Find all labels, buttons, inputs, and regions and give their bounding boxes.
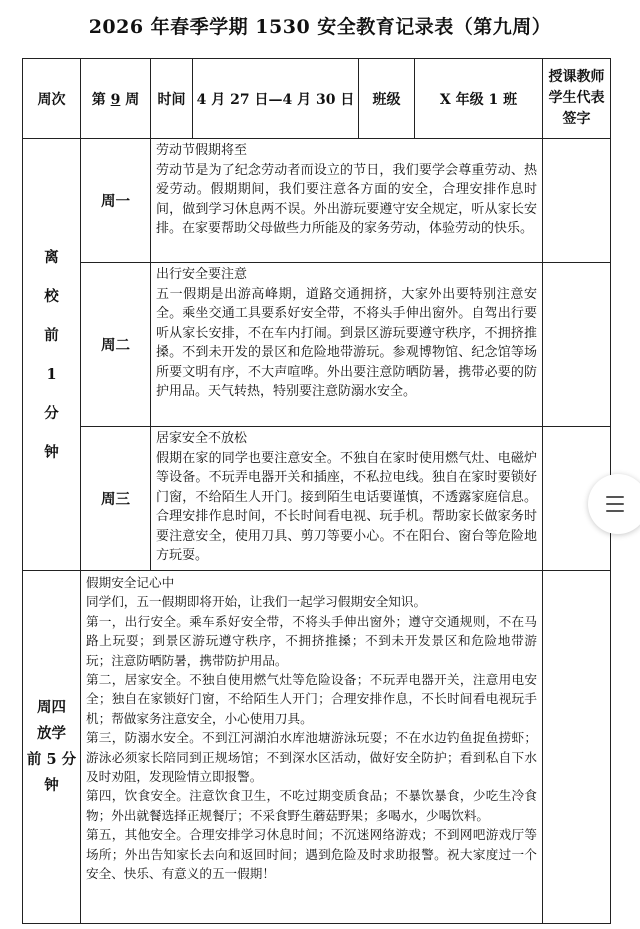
day-wednesday: 周三 bbox=[81, 427, 151, 571]
week-value: 第 9 周 bbox=[81, 59, 151, 139]
thursday-paragraph: 第五，其他安全。合理安排学习休息时间；不沉迷网络游戏；不到网吧游戏厅等场所；外出告知家长去向和返回时间；遇到危险及时求助报警。祝大家度过一个安全、快乐、有意义的五一假期！ bbox=[86, 827, 537, 882]
header-row bbox=[23, 59, 611, 139]
leave-school-1-minute-label: 离 校 前 1 分 钟 bbox=[23, 139, 81, 571]
signature-cell-thursday bbox=[543, 571, 611, 924]
thursday-paragraph: 第一，出行安全。乘车系好安全带，不将头手伸出窗外；遵守交通规则，不在马路上玩耍；到景区游玩遵守秩序，不拥挤推搡；不到未开发景区和危险地带游玩；注意防晒防暑，携带防护用品。 bbox=[86, 613, 537, 668]
thursday-paragraph: 第二，居家安全。不独自使用燃气灶等危险设备；不玩弄电器开关，注意用电安全；独自在家锁好门窗，不给陌生人开门；合理安排作息，不长时间看电视玩手机；帮做家务注意安全，小心使用刀具。 bbox=[86, 672, 537, 726]
wednesday-subtitle: 居家安全不放松 bbox=[156, 431, 248, 446]
menu-icon bbox=[606, 496, 624, 498]
thursday-paragraph: 第四，饮食安全。注意饮食卫生，不吃过期变质食品；不暴饮暴食，少吃生冷食物；外出就餐选择正规餐厅；不采食野生蘑菇野果；多喝水，少喝饮料。 bbox=[86, 788, 537, 823]
time-label: 时间 bbox=[151, 59, 193, 139]
time-value: 4 月 27 日—4 月 30 日 bbox=[193, 59, 359, 139]
wednesday-content bbox=[151, 427, 543, 571]
day-tuesday: 周二 bbox=[81, 263, 151, 427]
monday-body: 劳动节是为了纪念劳动者而设立的节日，我们要学会尊重劳动、热爱劳动。假期期间，我们要注意各方面的安全，合理安排作息时间，做到学习休息两不误。外出游玩要遵守安全规定，听从家长安排。在家要帮助父母做些力所能及的家务劳动，体验劳动的快乐。 bbox=[156, 162, 537, 236]
table-row-tuesday bbox=[23, 263, 611, 427]
signature-cell-monday bbox=[543, 139, 611, 263]
floating-menu-button[interactable] bbox=[588, 474, 640, 534]
table-row-monday bbox=[23, 139, 611, 263]
tuesday-subtitle: 出行安全要注意 bbox=[156, 267, 248, 282]
week-label: 周次 bbox=[23, 59, 81, 139]
thursday-paragraph: 第三，防溺水安全。不到江河湖泊水库池塘游泳玩耍；不在水边钓鱼捉鱼捞虾；游泳必须家长陪同到正规场馆；不到深水区活动，做好安全防护；看到私自下水及时劝阻，发现险情立即报警。 bbox=[86, 730, 537, 785]
wednesday-body: 假期在家的同学也要注意安全。不独自在家时使用燃气灶、电磁炉等设备。不玩弄电器开关和插座，不私拉电线。独自在家时要锁好门窗，不给陌生人开门。接到陌生电话要谨慎，不透露家庭信息。合理安排作息时间，不长时间看电视、玩手机。帮助家长做家务时要注意安全，使用刀具、剪刀等要小心。不在阳台、窗台等危险地方玩耍。 bbox=[156, 450, 537, 563]
tuesday-body: 五一假期是出游高峰期，道路交通拥挤，大家外出要特别注意安全。乘坐交通工具要系好安全带，不将头手伸出窗外。自驾出行要听从家长安排，不在车内打闹。到景区游玩要遵守秩序，不拥挤推搡。不到未开发的景区和危险地带游玩。参观博物馆、纪念馆等场所要文明有序，不大声喧哗。外出要注意防晒防暑，携带必要的防护用品。天气转热，特别要注意防溺水安全。 bbox=[156, 286, 537, 399]
thursday-after-school-label: 周四 放学 前 5 分 钟 bbox=[23, 571, 81, 924]
monday-subtitle: 劳动节假期将至 bbox=[156, 143, 248, 158]
thursday-content bbox=[81, 571, 543, 924]
tuesday-content bbox=[151, 263, 543, 427]
table-row-thursday bbox=[23, 571, 611, 924]
signature-cell-tuesday bbox=[543, 263, 611, 427]
class-value: X 年级 1 班 bbox=[415, 59, 543, 139]
thursday-subtitle: 假期安全记心中 bbox=[86, 575, 175, 590]
page-title: 2026 年春季学期 1530 安全教育记录表（第九周） bbox=[88, 16, 552, 38]
thursday-paragraph: 同学们，五一假期即将开始，让我们一起学习假期安全知识。 bbox=[86, 594, 427, 610]
signature-header: 授课教师 学生代表 签字 bbox=[543, 59, 611, 139]
safety-record-table bbox=[22, 58, 611, 924]
table-row-wednesday bbox=[23, 427, 611, 571]
day-monday: 周一 bbox=[81, 139, 151, 263]
class-label: 班级 bbox=[359, 59, 415, 139]
monday-content bbox=[151, 139, 543, 263]
